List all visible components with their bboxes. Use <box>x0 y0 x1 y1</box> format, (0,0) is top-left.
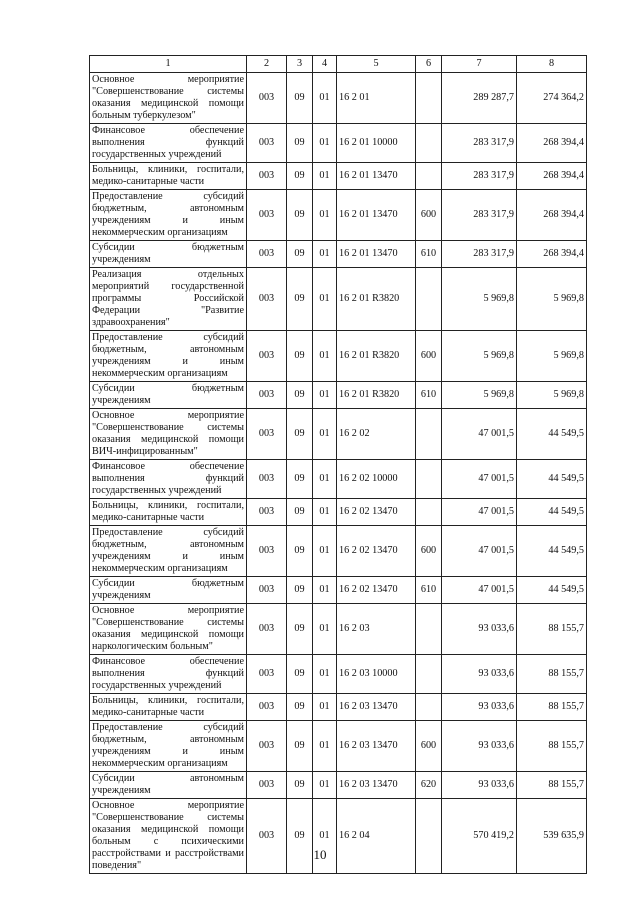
cell-sum-2: 44 549,5 <box>517 526 587 577</box>
table-row <box>90 694 587 721</box>
cell-pr: 01 <box>313 577 337 604</box>
cell-csr: 16 2 02 13470 <box>337 577 416 604</box>
header-col-2: 2 <box>247 56 287 73</box>
cell-csr: 16 2 01 R3820 <box>337 268 416 331</box>
cell-rz: 09 <box>287 163 313 190</box>
cell-sum-1: 5 969,8 <box>442 268 517 331</box>
budget-table-container <box>89 55 587 874</box>
cell-name: Больницы, клиники, госпитали, медико-санитарные части <box>90 694 247 721</box>
cell-ved: 003 <box>247 241 287 268</box>
cell-vr: 610 <box>416 577 442 604</box>
cell-vr <box>416 460 442 499</box>
cell-sum-1: 289 287,7 <box>442 73 517 124</box>
table-row <box>90 772 587 799</box>
cell-sum-1: 5 969,8 <box>442 382 517 409</box>
cell-name: Основное мероприятие "Совершенствование системы оказания медицинской помощи наркологическим больным" <box>90 604 247 655</box>
cell-name: Субсидии бюджетным учреждениям <box>90 382 247 409</box>
table-header-row <box>90 56 587 73</box>
header-col-4: 4 <box>313 56 337 73</box>
cell-ved: 003 <box>247 163 287 190</box>
cell-vr: 610 <box>416 382 442 409</box>
cell-sum-1: 283 317,9 <box>442 163 517 190</box>
cell-rz: 09 <box>287 382 313 409</box>
cell-name: Предоставление субсидий бюджетным, автономным учреждениям и иным некоммерческим организациям <box>90 331 247 382</box>
cell-sum-2: 44 549,5 <box>517 409 587 460</box>
cell-sum-2: 88 155,7 <box>517 604 587 655</box>
cell-pr: 01 <box>313 526 337 577</box>
cell-sum-1: 93 033,6 <box>442 655 517 694</box>
cell-sum-1: 47 001,5 <box>442 526 517 577</box>
cell-rz: 09 <box>287 499 313 526</box>
cell-ved: 003 <box>247 604 287 655</box>
cell-ved: 003 <box>247 799 287 874</box>
cell-vr <box>416 268 442 331</box>
cell-pr: 01 <box>313 268 337 331</box>
cell-vr <box>416 124 442 163</box>
cell-ved: 003 <box>247 382 287 409</box>
cell-ved: 003 <box>247 268 287 331</box>
cell-vr <box>416 655 442 694</box>
cell-sum-1: 93 033,6 <box>442 694 517 721</box>
cell-vr <box>416 499 442 526</box>
cell-csr: 16 2 02 <box>337 409 416 460</box>
cell-csr: 16 2 03 13470 <box>337 721 416 772</box>
cell-rz: 09 <box>287 604 313 655</box>
cell-ved: 003 <box>247 331 287 382</box>
cell-sum-2: 88 155,7 <box>517 772 587 799</box>
cell-rz: 09 <box>287 721 313 772</box>
cell-csr: 16 2 04 <box>337 799 416 874</box>
cell-sum-2: 268 394,4 <box>517 163 587 190</box>
cell-csr: 16 2 03 13470 <box>337 772 416 799</box>
cell-csr: 16 2 01 <box>337 73 416 124</box>
cell-sum-2: 268 394,4 <box>517 190 587 241</box>
cell-sum-1: 47 001,5 <box>442 499 517 526</box>
cell-csr: 16 2 02 10000 <box>337 460 416 499</box>
cell-pr: 01 <box>313 460 337 499</box>
cell-vr: 610 <box>416 241 442 268</box>
cell-sum-1: 93 033,6 <box>442 721 517 772</box>
cell-pr: 01 <box>313 73 337 124</box>
cell-sum-2: 88 155,7 <box>517 694 587 721</box>
table-row <box>90 499 587 526</box>
cell-vr <box>416 409 442 460</box>
cell-vr <box>416 163 442 190</box>
cell-sum-2: 88 155,7 <box>517 721 587 772</box>
cell-ved: 003 <box>247 409 287 460</box>
cell-sum-2: 268 394,4 <box>517 241 587 268</box>
cell-ved: 003 <box>247 124 287 163</box>
cell-vr: 600 <box>416 190 442 241</box>
cell-sum-2: 5 969,8 <box>517 382 587 409</box>
header-col-6: 6 <box>416 56 442 73</box>
cell-ved: 003 <box>247 577 287 604</box>
cell-rz: 09 <box>287 799 313 874</box>
cell-sum-1: 283 317,9 <box>442 190 517 241</box>
cell-vr: 600 <box>416 721 442 772</box>
cell-vr: 620 <box>416 772 442 799</box>
header-col-3: 3 <box>287 56 313 73</box>
cell-csr: 16 2 01 10000 <box>337 124 416 163</box>
cell-sum-2: 44 549,5 <box>517 499 587 526</box>
table-row <box>90 190 587 241</box>
cell-name: Предоставление субсидий бюджетным, автономным учреждениям и иным некоммерческим организациям <box>90 721 247 772</box>
table-row <box>90 721 587 772</box>
cell-ved: 003 <box>247 460 287 499</box>
cell-ved: 003 <box>247 655 287 694</box>
cell-name: Основное мероприятие "Совершенствование системы оказания медицинской помощи больным туберкулезом" <box>90 73 247 124</box>
cell-rz: 09 <box>287 577 313 604</box>
cell-name: Финансовое обеспечение выполнения функций государственных учреждений <box>90 655 247 694</box>
cell-pr: 01 <box>313 799 337 874</box>
cell-csr: 16 2 01 R3820 <box>337 331 416 382</box>
cell-pr: 01 <box>313 241 337 268</box>
cell-sum-2: 44 549,5 <box>517 577 587 604</box>
table-row <box>90 577 587 604</box>
cell-ved: 003 <box>247 190 287 241</box>
cell-pr: 01 <box>313 694 337 721</box>
cell-sum-2: 268 394,4 <box>517 124 587 163</box>
cell-pr: 01 <box>313 499 337 526</box>
cell-csr: 16 2 01 13470 <box>337 163 416 190</box>
cell-ved: 003 <box>247 526 287 577</box>
cell-sum-1: 5 969,8 <box>442 331 517 382</box>
cell-rz: 09 <box>287 694 313 721</box>
cell-name: Предоставление субсидий бюджетным, автономным учреждениям и иным некоммерческим организациям <box>90 190 247 241</box>
table-row <box>90 655 587 694</box>
table-row <box>90 73 587 124</box>
table-row <box>90 526 587 577</box>
cell-vr: 600 <box>416 526 442 577</box>
cell-ved: 003 <box>247 772 287 799</box>
cell-sum-1: 570 419,2 <box>442 799 517 874</box>
table-row <box>90 241 587 268</box>
cell-ved: 003 <box>247 721 287 772</box>
cell-pr: 01 <box>313 124 337 163</box>
cell-sum-2: 5 969,8 <box>517 331 587 382</box>
cell-name: Больницы, клиники, госпитали, медико-санитарные части <box>90 499 247 526</box>
cell-csr: 16 2 03 10000 <box>337 655 416 694</box>
cell-rz: 09 <box>287 268 313 331</box>
cell-pr: 01 <box>313 190 337 241</box>
cell-csr: 16 2 01 R3820 <box>337 382 416 409</box>
cell-rz: 09 <box>287 409 313 460</box>
page-number: 10 <box>313 847 327 862</box>
header-col-5: 5 <box>337 56 416 73</box>
cell-ved: 003 <box>247 73 287 124</box>
table-row <box>90 604 587 655</box>
cell-name: Основное мероприятие "Совершенствование системы оказания медицинской помощи больным с психическими расстройствами и расстройствами поведения" <box>90 799 247 874</box>
cell-ved: 003 <box>247 499 287 526</box>
cell-rz: 09 <box>287 241 313 268</box>
table-row <box>90 460 587 499</box>
cell-name: Финансовое обеспечение выполнения функций государственных учреждений <box>90 460 247 499</box>
cell-name: Финансовое обеспечение выполнения функций государственных учреждений <box>90 124 247 163</box>
cell-rz: 09 <box>287 526 313 577</box>
table-row <box>90 409 587 460</box>
cell-rz: 09 <box>287 73 313 124</box>
cell-name: Субсидии бюджетным учреждениям <box>90 241 247 268</box>
cell-sum-2: 88 155,7 <box>517 655 587 694</box>
table-row <box>90 268 587 331</box>
cell-pr: 01 <box>313 655 337 694</box>
cell-rz: 09 <box>287 190 313 241</box>
cell-rz: 09 <box>287 124 313 163</box>
cell-rz: 09 <box>287 655 313 694</box>
table-body <box>90 73 587 874</box>
cell-sum-2: 5 969,8 <box>517 268 587 331</box>
cell-sum-2: 539 635,9 <box>517 799 587 874</box>
cell-vr: 600 <box>416 331 442 382</box>
cell-vr <box>416 694 442 721</box>
cell-pr: 01 <box>313 409 337 460</box>
cell-csr: 16 2 03 13470 <box>337 694 416 721</box>
cell-name: Субсидии бюджетным учреждениям <box>90 577 247 604</box>
cell-pr: 01 <box>313 772 337 799</box>
cell-rz: 09 <box>287 772 313 799</box>
table-row <box>90 163 587 190</box>
cell-pr: 01 <box>313 604 337 655</box>
table-row <box>90 331 587 382</box>
cell-sum-1: 283 317,9 <box>442 241 517 268</box>
cell-csr: 16 2 01 13470 <box>337 190 416 241</box>
cell-csr: 16 2 01 13470 <box>337 241 416 268</box>
cell-name: Предоставление субсидий бюджетным, автономным учреждениям и иным некоммерческим организациям <box>90 526 247 577</box>
cell-name: Основное мероприятие "Совершенствование системы оказания медицинской помощи ВИЧ-инфицированным" <box>90 409 247 460</box>
cell-sum-1: 47 001,5 <box>442 409 517 460</box>
table-row <box>90 382 587 409</box>
cell-name: Субсидии автономным учреждениям <box>90 772 247 799</box>
cell-csr: 16 2 02 13470 <box>337 526 416 577</box>
cell-rz: 09 <box>287 460 313 499</box>
header-col-7: 7 <box>442 56 517 73</box>
table-row <box>90 124 587 163</box>
cell-csr: 16 2 03 <box>337 604 416 655</box>
cell-vr <box>416 73 442 124</box>
cell-vr <box>416 604 442 655</box>
cell-pr: 01 <box>313 163 337 190</box>
cell-sum-1: 283 317,9 <box>442 124 517 163</box>
header-col-8: 8 <box>517 56 587 73</box>
cell-sum-2: 44 549,5 <box>517 460 587 499</box>
cell-sum-1: 93 033,6 <box>442 772 517 799</box>
cell-name: Больницы, клиники, госпитали, медико-санитарные части <box>90 163 247 190</box>
cell-sum-1: 47 001,5 <box>442 577 517 604</box>
cell-sum-1: 47 001,5 <box>442 460 517 499</box>
cell-pr: 01 <box>313 721 337 772</box>
cell-sum-2: 274 364,2 <box>517 73 587 124</box>
cell-pr: 01 <box>313 382 337 409</box>
cell-sum-1: 93 033,6 <box>442 604 517 655</box>
cell-pr: 01 <box>313 331 337 382</box>
budget-table <box>89 55 587 874</box>
cell-csr: 16 2 02 13470 <box>337 499 416 526</box>
header-col-1: 1 <box>90 56 247 73</box>
cell-rz: 09 <box>287 331 313 382</box>
cell-name: Реализация отдельных мероприятий государственной программы Российской Федерации "Развитие здравоохранения" <box>90 268 247 331</box>
cell-ved: 003 <box>247 694 287 721</box>
